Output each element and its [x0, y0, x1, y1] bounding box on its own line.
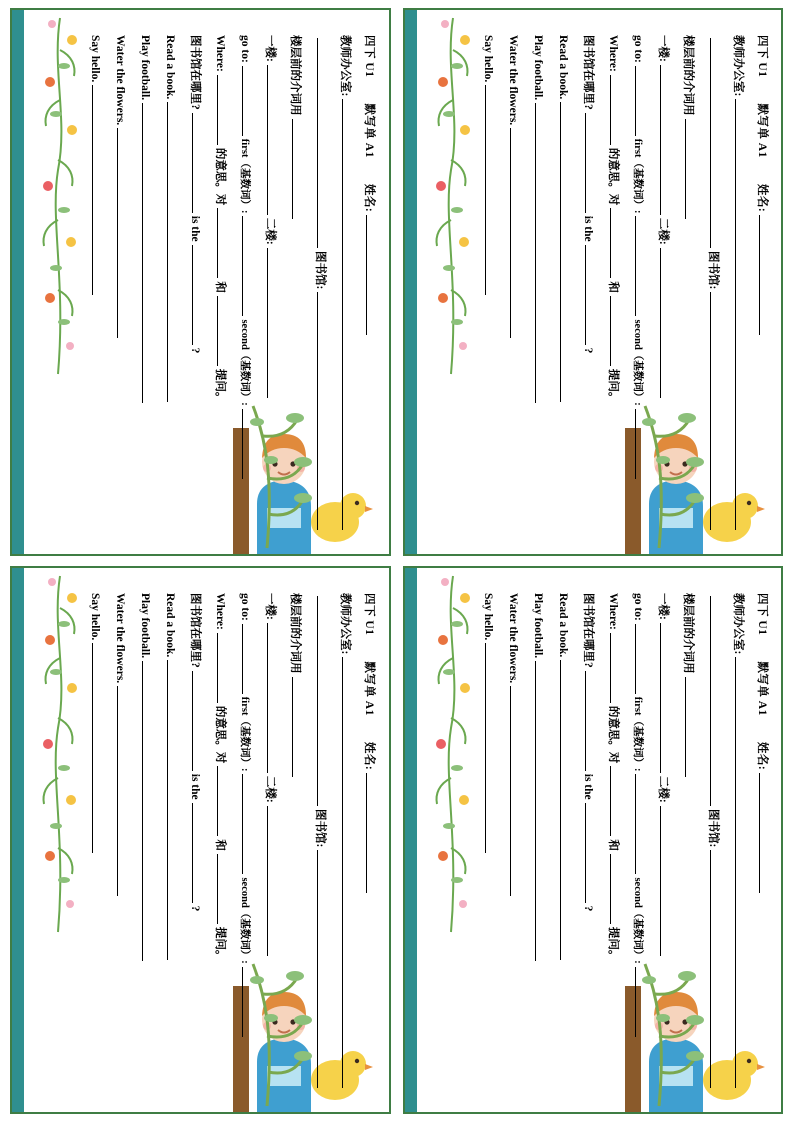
- second-floor-label: 二楼:: [264, 775, 277, 803]
- item-label: Where:: [606, 35, 619, 72]
- answer-blank[interactable]: [685, 119, 699, 219]
- question-mark: ?: [189, 905, 202, 912]
- item-teacher-office: [332, 35, 356, 533]
- worksheet-title: 默写单 A1: [363, 661, 376, 716]
- item-floor-prep: [675, 35, 699, 533]
- item-library-where: [182, 593, 206, 1091]
- second-floor-label: 二楼:: [656, 217, 669, 245]
- item-label: 楼层前的介词用: [289, 593, 302, 674]
- answer-blank[interactable]: [267, 65, 281, 215]
- name-blank[interactable]: [366, 773, 378, 893]
- answer-blank[interactable]: [710, 850, 724, 1088]
- answer-blank[interactable]: [635, 774, 649, 874]
- item-say-hello: [475, 593, 499, 1091]
- item-label: go to:: [239, 35, 252, 63]
- second-ordinal-note: second（基数词）:: [631, 877, 643, 964]
- answer-blank[interactable]: [342, 99, 356, 530]
- grade-unit-label: 四下 U1: [363, 35, 376, 78]
- name-field: [755, 742, 771, 893]
- question-mark: ?: [189, 347, 202, 354]
- item-label: 教师办公室:: [731, 593, 744, 655]
- answer-blank[interactable]: [735, 657, 749, 1088]
- item-label: 楼层前的介词用: [289, 35, 302, 116]
- worksheet-title: 默写单 A1: [755, 661, 768, 716]
- meaning-note: 的意思。对: [606, 147, 619, 206]
- answer-blank[interactable]: [585, 671, 599, 771]
- answer-blank[interactable]: [317, 850, 331, 1088]
- item-label: Read a book.: [164, 593, 177, 658]
- item-floor-numbers: [257, 593, 281, 1091]
- item-say-hello: [82, 593, 106, 1091]
- answer-blank[interactable]: [192, 671, 206, 771]
- worksheet-header: [362, 593, 378, 1091]
- item-water-the-flowers: [107, 593, 131, 1091]
- item-where: [207, 35, 231, 533]
- answer-blank[interactable]: [735, 99, 749, 530]
- item-label: Where:: [214, 593, 227, 630]
- item-label: Say hello.: [89, 593, 102, 641]
- meaning-note: 的意思。对: [214, 705, 227, 764]
- ask-note: 提问。: [214, 368, 227, 404]
- answer-blank[interactable]: [660, 623, 674, 773]
- item-label: 图书馆:: [706, 251, 719, 290]
- answer-blank[interactable]: [510, 128, 524, 338]
- name-field: [755, 184, 771, 335]
- answer-blank[interactable]: [242, 66, 256, 136]
- worksheet-content: [413, 571, 783, 1109]
- first-floor-label: 一楼:: [264, 35, 277, 62]
- item-floor-prep: [282, 593, 306, 1091]
- first-ordinal-note: first（基数词）:: [631, 696, 643, 772]
- answer-blank[interactable]: [217, 208, 231, 278]
- item-where: [600, 35, 624, 533]
- item-library: [307, 35, 331, 533]
- answer-blank[interactable]: [167, 660, 181, 960]
- answer-blank[interactable]: [267, 623, 281, 773]
- worksheet-header: [755, 35, 771, 533]
- answer-blank[interactable]: [585, 113, 599, 213]
- meaning-note: 的意思。对: [214, 147, 227, 206]
- item-label: 图书馆:: [706, 809, 719, 848]
- item-label: Read a book.: [556, 35, 569, 100]
- answer-blank[interactable]: [317, 292, 331, 530]
- answer-blank[interactable]: [342, 657, 356, 1088]
- second-ordinal-note: second（基数词）:: [631, 319, 643, 406]
- worksheet-items: [82, 593, 356, 1091]
- answer-blank[interactable]: [685, 677, 699, 777]
- item-label: Play football.: [139, 593, 152, 659]
- answer-blank[interactable]: [635, 216, 649, 316]
- answer-blank[interactable]: [117, 686, 131, 896]
- answer-blank[interactable]: [142, 103, 156, 403]
- second-ordinal-note: second（基数词）:: [239, 877, 251, 964]
- answer-blank[interactable]: [217, 75, 231, 145]
- item-water-the-flowers: [107, 35, 131, 533]
- item-label: Say hello.: [481, 593, 494, 641]
- answer-blank[interactable]: [710, 596, 724, 806]
- name-blank[interactable]: [759, 215, 771, 335]
- is-the-label: is the: [581, 773, 594, 800]
- answer-blank[interactable]: [610, 766, 624, 836]
- item-water-the-flowers: [500, 593, 524, 1091]
- answer-blank[interactable]: [117, 128, 131, 338]
- answer-blank[interactable]: [660, 806, 674, 956]
- name-label: 姓名:: [755, 741, 768, 771]
- answer-blank[interactable]: [292, 677, 306, 777]
- answer-blank[interactable]: [292, 119, 306, 219]
- item-label: Water the flowers.: [114, 35, 127, 126]
- answer-blank[interactable]: [217, 854, 231, 924]
- conjunction-label: 和: [606, 839, 619, 851]
- item-label: go to:: [239, 593, 252, 621]
- item-floor-numbers: [650, 593, 674, 1091]
- name-blank[interactable]: [366, 215, 378, 335]
- answer-blank[interactable]: [485, 85, 499, 295]
- item-read-a-book: [157, 593, 181, 1091]
- item-play-football: [132, 593, 156, 1091]
- card-inner-frame: [417, 568, 782, 1112]
- item-label: 图书馆在哪里?: [581, 35, 594, 110]
- item-where: [600, 593, 624, 1091]
- item-teacher-office: [725, 35, 749, 533]
- name-label: 姓名:: [363, 741, 376, 771]
- item-label: go to:: [631, 35, 644, 63]
- item-library: [700, 593, 724, 1091]
- item-label: 楼层前的介词用: [681, 593, 694, 674]
- item-label: Where:: [606, 593, 619, 630]
- item-label: 楼层前的介词用: [681, 35, 694, 116]
- worksheet-card: [10, 566, 391, 1114]
- answer-blank[interactable]: [610, 75, 624, 145]
- item-play-football: [525, 593, 549, 1091]
- item-play-football: [525, 35, 549, 533]
- item-label: Say hello.: [481, 35, 494, 83]
- card-grid: [10, 8, 783, 1114]
- item-say-hello: [82, 35, 106, 533]
- item-label: Water the flowers.: [506, 35, 519, 126]
- answer-blank[interactable]: [167, 102, 181, 402]
- grade-unit-label: 四下 U1: [755, 35, 768, 78]
- answer-blank[interactable]: [660, 248, 674, 398]
- is-the-label: is the: [189, 215, 202, 242]
- answer-blank[interactable]: [242, 624, 256, 694]
- item-floor-numbers: [257, 35, 281, 533]
- answer-blank[interactable]: [242, 409, 256, 479]
- answer-blank[interactable]: [710, 292, 724, 530]
- answer-blank[interactable]: [585, 245, 599, 345]
- second-ordinal-note: second（基数词）:: [239, 319, 251, 406]
- item-floor-numbers: [650, 35, 674, 533]
- worksheet-title: 默写单 A1: [363, 103, 376, 158]
- answer-blank[interactable]: [535, 661, 549, 961]
- answer-blank[interactable]: [610, 633, 624, 703]
- name-label: 姓名:: [363, 183, 376, 213]
- first-ordinal-note: first（基数词）:: [239, 696, 251, 772]
- answer-blank[interactable]: [535, 103, 549, 403]
- meaning-note: 的意思。对: [606, 705, 619, 764]
- item-library: [700, 35, 724, 533]
- item-label: 图书馆在哪里?: [581, 593, 594, 668]
- item-library: [307, 593, 331, 1091]
- answer-blank[interactable]: [635, 624, 649, 694]
- answer-blank[interactable]: [192, 245, 206, 345]
- name-label: 姓名:: [755, 183, 768, 213]
- ask-note: 提问。: [606, 368, 619, 404]
- item-label: 教师办公室:: [339, 35, 352, 97]
- first-floor-label: 一楼:: [656, 35, 669, 62]
- name-blank[interactable]: [759, 773, 771, 893]
- grade-unit-label: 四下 U1: [363, 593, 376, 636]
- item-play-football: [132, 35, 156, 533]
- item-label: 图书馆在哪里?: [189, 35, 202, 110]
- item-read-a-book: [157, 35, 181, 533]
- item-library-where: [182, 35, 206, 533]
- answer-blank[interactable]: [142, 661, 156, 961]
- item-label: Where:: [214, 35, 227, 72]
- worksheet-items: [475, 35, 749, 533]
- item-label: 教师办公室:: [731, 35, 744, 97]
- item-label: Read a book.: [164, 35, 177, 100]
- ask-note: 提问。: [214, 926, 227, 962]
- answer-blank[interactable]: [192, 803, 206, 903]
- question-mark: ?: [581, 347, 594, 354]
- worksheet-title: 默写单 A1: [755, 103, 768, 158]
- first-floor-label: 一楼:: [264, 593, 277, 620]
- item-label: 图书馆:: [314, 809, 327, 848]
- answer-blank[interactable]: [560, 660, 574, 960]
- item-read-a-book: [550, 35, 574, 533]
- item-library-where: [575, 35, 599, 533]
- answer-blank[interactable]: [317, 596, 331, 806]
- answer-blank[interactable]: [610, 296, 624, 366]
- question-mark: ?: [581, 905, 594, 912]
- answer-blank[interactable]: [242, 774, 256, 874]
- item-label: Water the flowers.: [506, 593, 519, 684]
- worksheet-items: [82, 35, 356, 533]
- item-label: go to:: [631, 593, 644, 621]
- card-inner-frame: [417, 10, 782, 554]
- item-go-to: [232, 593, 256, 1091]
- answer-blank[interactable]: [635, 967, 649, 1037]
- item-label: Say hello.: [89, 35, 102, 83]
- item-label: 图书馆在哪里?: [189, 593, 202, 668]
- answer-blank[interactable]: [710, 38, 724, 248]
- card-inner-frame: [24, 568, 389, 1112]
- worksheet-card: [403, 8, 784, 556]
- grade-unit-label: 四下 U1: [755, 593, 768, 636]
- item-read-a-book: [550, 593, 574, 1091]
- answer-blank[interactable]: [217, 633, 231, 703]
- worksheet-card: [403, 566, 784, 1114]
- answer-blank[interactable]: [217, 296, 231, 366]
- worksheet-content: [413, 13, 783, 551]
- item-go-to: [625, 593, 649, 1091]
- conjunction-label: 和: [606, 281, 619, 293]
- item-floor-prep: [675, 593, 699, 1091]
- answer-blank[interactable]: [267, 248, 281, 398]
- item-label: Read a book.: [556, 593, 569, 658]
- answer-blank[interactable]: [217, 766, 231, 836]
- answer-blank[interactable]: [317, 38, 331, 248]
- answer-blank[interactable]: [635, 409, 649, 479]
- answer-blank[interactable]: [242, 967, 256, 1037]
- item-water-the-flowers: [500, 35, 524, 533]
- answer-blank[interactable]: [192, 113, 206, 213]
- answer-blank[interactable]: [510, 686, 524, 896]
- worksheet-header: [755, 593, 771, 1091]
- answer-blank[interactable]: [485, 643, 499, 853]
- item-teacher-office: [332, 593, 356, 1091]
- second-floor-label: 二楼:: [264, 217, 277, 245]
- worksheet-content: [20, 571, 390, 1109]
- item-go-to: [625, 35, 649, 533]
- item-floor-prep: [282, 35, 306, 533]
- worksheet-items: [475, 593, 749, 1091]
- worksheet-header: [362, 35, 378, 533]
- item-label: 图书馆:: [314, 251, 327, 290]
- first-ordinal-note: first（基数词）:: [239, 138, 251, 214]
- answer-blank[interactable]: [610, 208, 624, 278]
- answer-blank[interactable]: [660, 65, 674, 215]
- answer-blank[interactable]: [635, 66, 649, 136]
- is-the-label: is the: [189, 773, 202, 800]
- item-go-to: [232, 35, 256, 533]
- item-where: [207, 593, 231, 1091]
- first-floor-label: 一楼:: [656, 593, 669, 620]
- answer-blank[interactable]: [267, 806, 281, 956]
- conjunction-label: 和: [214, 281, 227, 293]
- item-library-where: [575, 593, 599, 1091]
- item-teacher-office: [725, 593, 749, 1091]
- first-ordinal-note: first（基数词）:: [631, 138, 643, 214]
- card-inner-frame: [24, 10, 389, 554]
- item-label: Play football.: [531, 35, 544, 101]
- name-field: [362, 742, 378, 893]
- second-floor-label: 二楼:: [656, 775, 669, 803]
- answer-blank[interactable]: [610, 854, 624, 924]
- answer-blank[interactable]: [92, 643, 106, 853]
- item-say-hello: [475, 35, 499, 533]
- answer-blank[interactable]: [242, 216, 256, 316]
- worksheet-content: [20, 13, 390, 551]
- answer-blank[interactable]: [560, 102, 574, 402]
- ask-note: 提问。: [606, 926, 619, 962]
- item-label: Play football.: [531, 593, 544, 659]
- conjunction-label: 和: [214, 839, 227, 851]
- worksheet-card: [10, 8, 391, 556]
- item-label: Play football.: [139, 35, 152, 101]
- answer-blank[interactable]: [92, 85, 106, 295]
- name-field: [362, 184, 378, 335]
- item-label: 教师办公室:: [339, 593, 352, 655]
- item-label: Water the flowers.: [114, 593, 127, 684]
- is-the-label: is the: [581, 215, 594, 242]
- answer-blank[interactable]: [585, 803, 599, 903]
